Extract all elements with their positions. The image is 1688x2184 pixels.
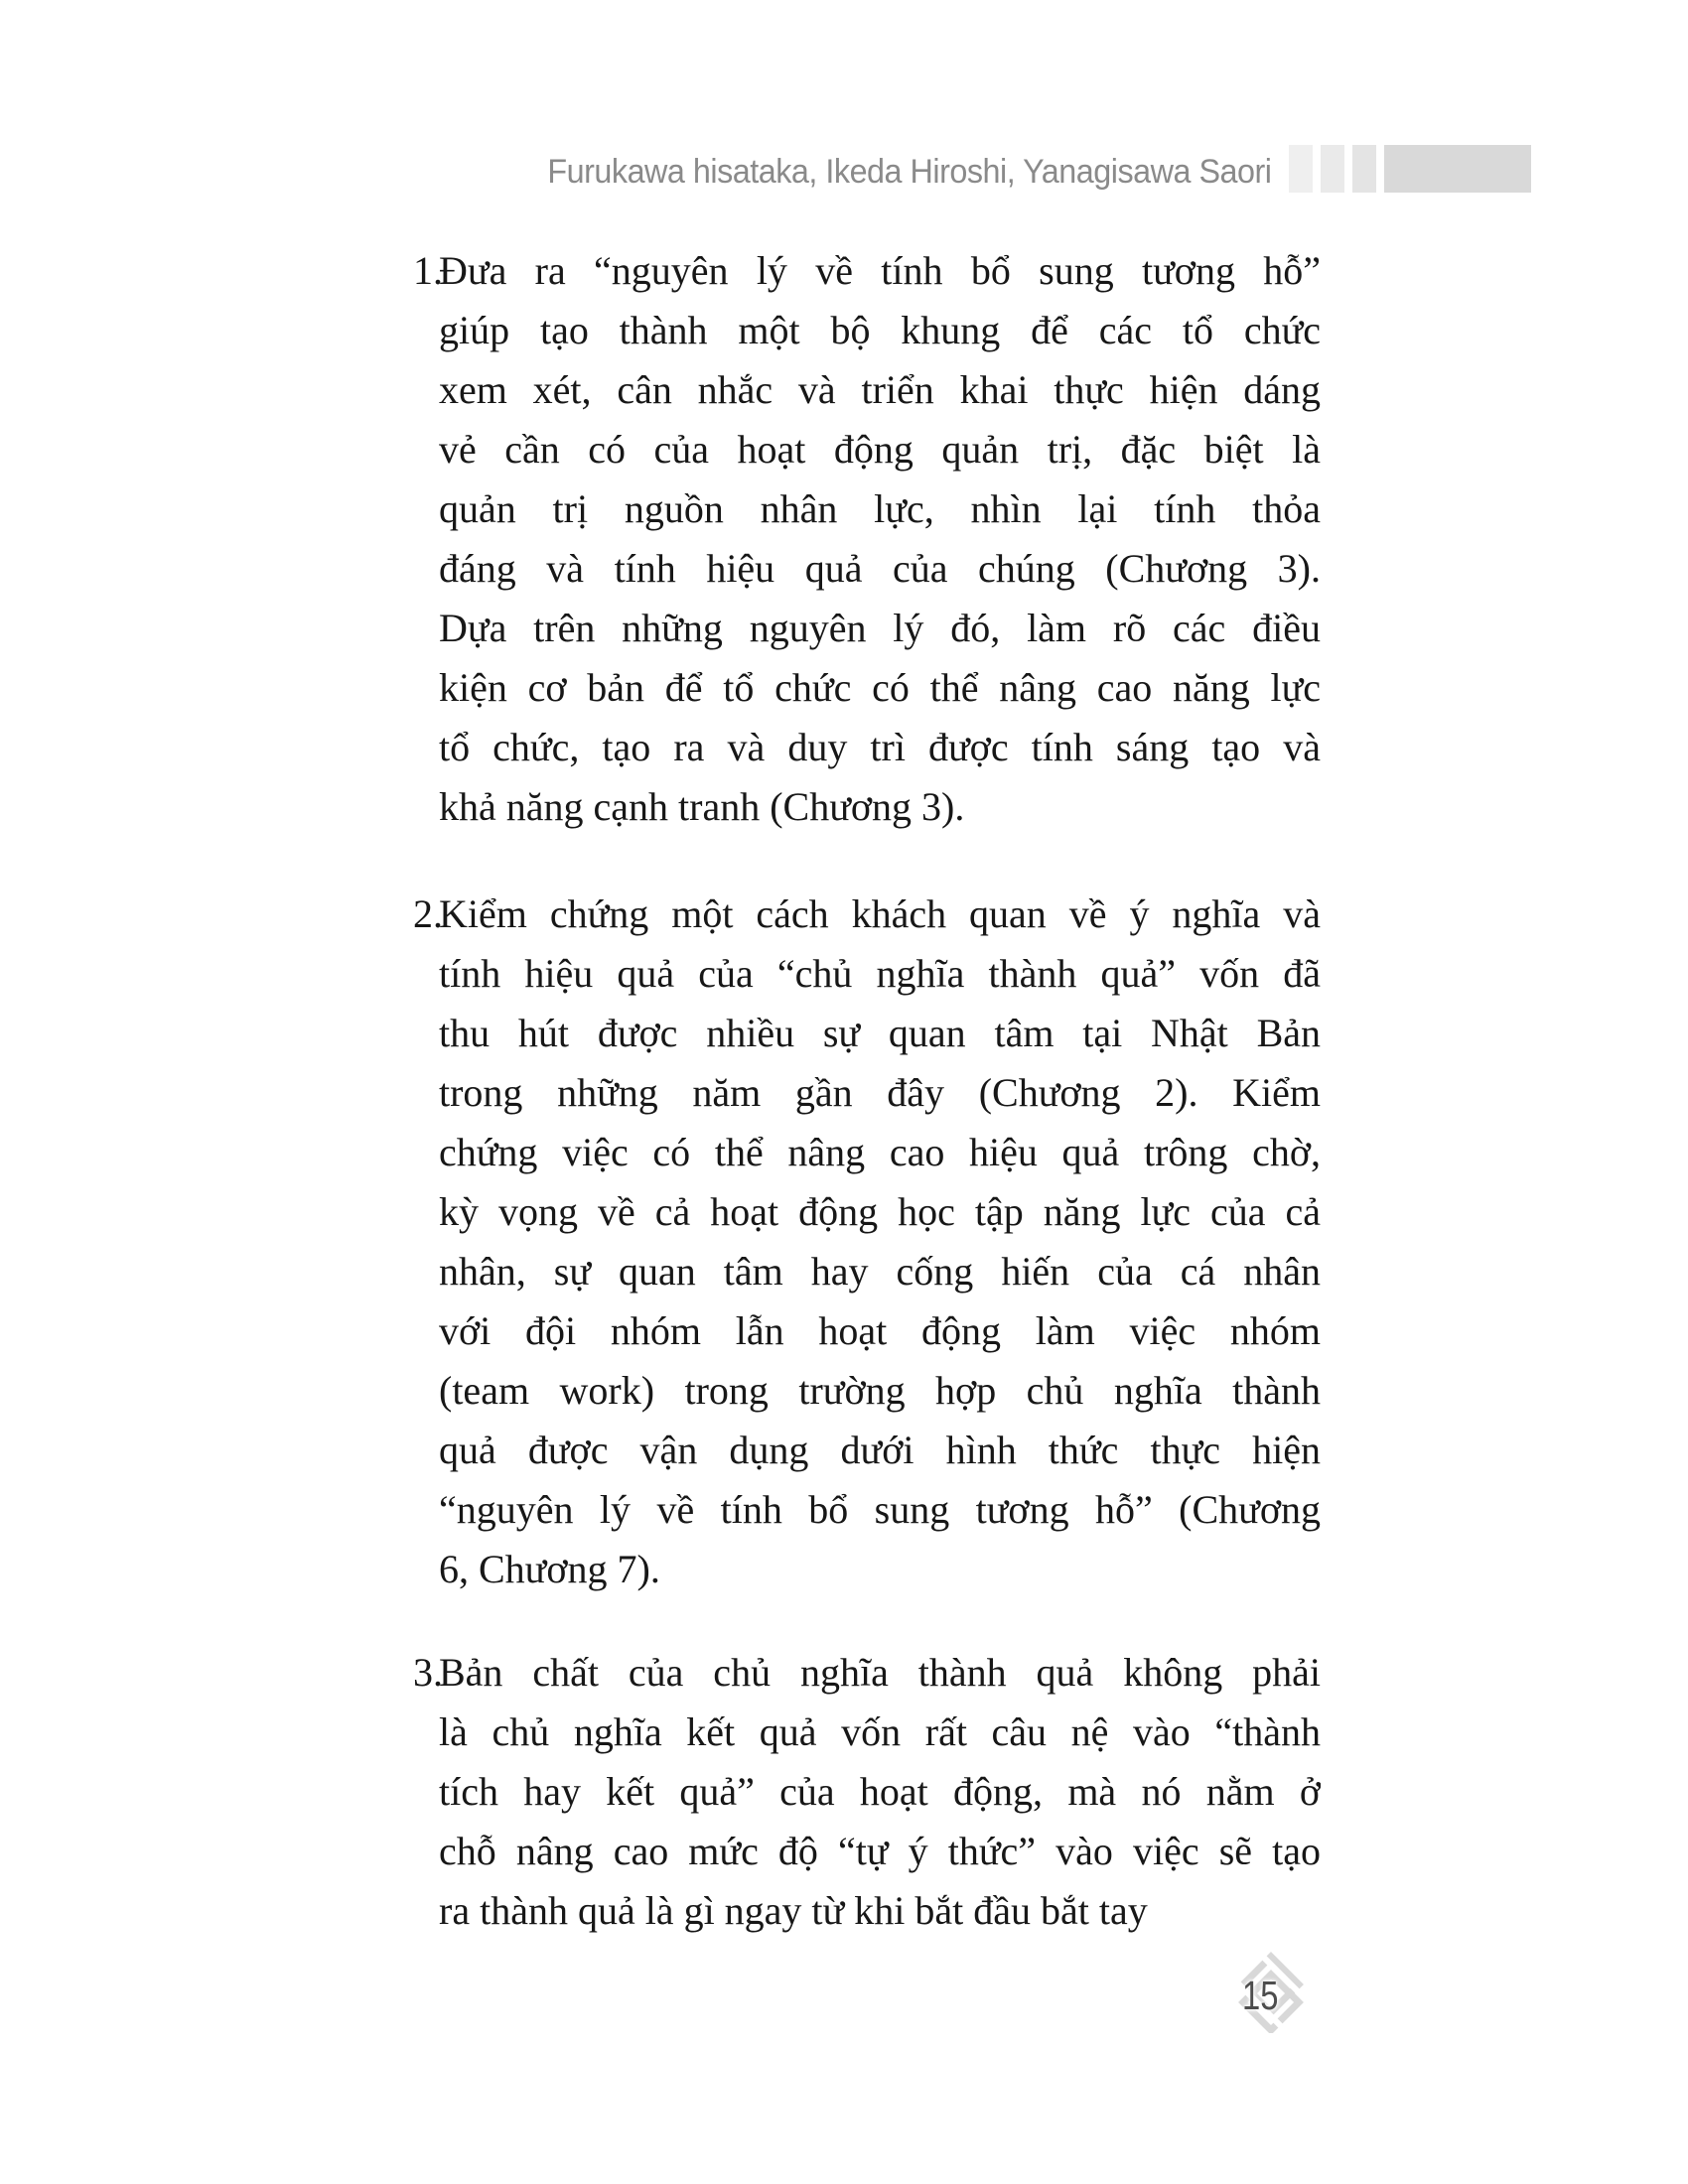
list-item [413,1643,1321,1941]
text-line: xem xét, cân nhắc và triển khai thực hiện dáng [439,367,1321,412]
text-line: chỗ nâng cao mức độ “tự ý thức” vào việc sẽ tạo [439,1829,1321,1873]
decor-block-4 [1384,145,1531,193]
page-number: 15 [1242,1973,1279,2018]
text-line: quản trị nguồn nhân lực, nhìn lại tính thỏa [439,486,1321,531]
text-line: “nguyên lý về tính bổ sung tương hỗ” (Chương [439,1487,1321,1532]
text-line: tích hay kết quả” của hoạt động, mà nó nằm ở [439,1769,1321,1814]
text-line: thu hút được nhiều sự quan tâm tại Nhật Bản [439,1011,1321,1055]
text-line: với đội nhóm lẫn hoạt động làm việc nhóm [439,1308,1321,1353]
list-item [413,885,1321,1599]
text-line: 6, Chương 7). [439,1547,660,1591]
text-line: Đưa ra “nguyên lý về tính bổ sung tương hỗ” [439,248,1321,293]
text-line: Kiểm chứng một cách khách quan về ý nghĩa và [439,891,1321,936]
text-line: kiện cơ bản để tổ chức có thể nâng cao năng lực [439,665,1321,710]
header-authors: Furukawa hisataka, Ikeda Hiroshi, Yanagisawa Saori [546,152,1271,191]
text-line: ra thành quả là gì ngay từ khi bắt đầu bắt tay [439,1888,1148,1933]
text-line: Dựa trên những nguyên lý đó, làm rõ các điều [439,606,1321,650]
text-line: đáng và tính hiệu quả của chúng (Chương 3). [439,546,1321,591]
list-item [413,241,1321,837]
text-line: Bản chất của chủ nghĩa thành quả không phải [439,1650,1321,1695]
numbered-list [413,241,1321,1941]
decor-block-3 [1352,145,1376,193]
decor-block-1 [1289,145,1313,193]
header-decor-blocks [1289,145,1531,193]
text-line: giúp tạo thành một bộ khung để các tổ chức [439,308,1321,352]
text-line: tổ chức, tạo ra và duy trì được tính sáng tạo và [439,725,1321,769]
text-line: là chủ nghĩa kết quả vốn rất câu nệ vào “thành [439,1709,1321,1754]
item-number: 1. [413,248,443,293]
item-number: 2. [413,891,443,936]
text-line: (team work) trong trường hợp chủ nghĩa thành [439,1368,1321,1413]
text-line: quả được vận dụng dưới hình thức thực hiện [439,1428,1321,1472]
text-line: nhân, sự quan tâm hay cống hiến của cá nhân [439,1249,1321,1294]
item-number: 3. [413,1650,443,1695]
decor-block-2 [1321,145,1344,193]
page-number-ornament [1234,1952,1304,2033]
text-line: kỳ vọng về cả hoạt động học tập năng lực của cả [439,1189,1321,1234]
text-line: chứng việc có thể nâng cao hiệu quả trông chờ, [439,1130,1321,1174]
running-header [509,144,1532,194]
text-line: khả năng cạnh tranh (Chương 3). [439,784,965,829]
text-line: tính hiệu quả của “chủ nghĩa thành quả” vốn đã [439,951,1321,996]
text-line: vẻ cần có của hoạt động quản trị, đặc biệt là [439,427,1321,472]
text-line: trong những năm gần đây (Chương 2). Kiểm [439,1070,1321,1115]
